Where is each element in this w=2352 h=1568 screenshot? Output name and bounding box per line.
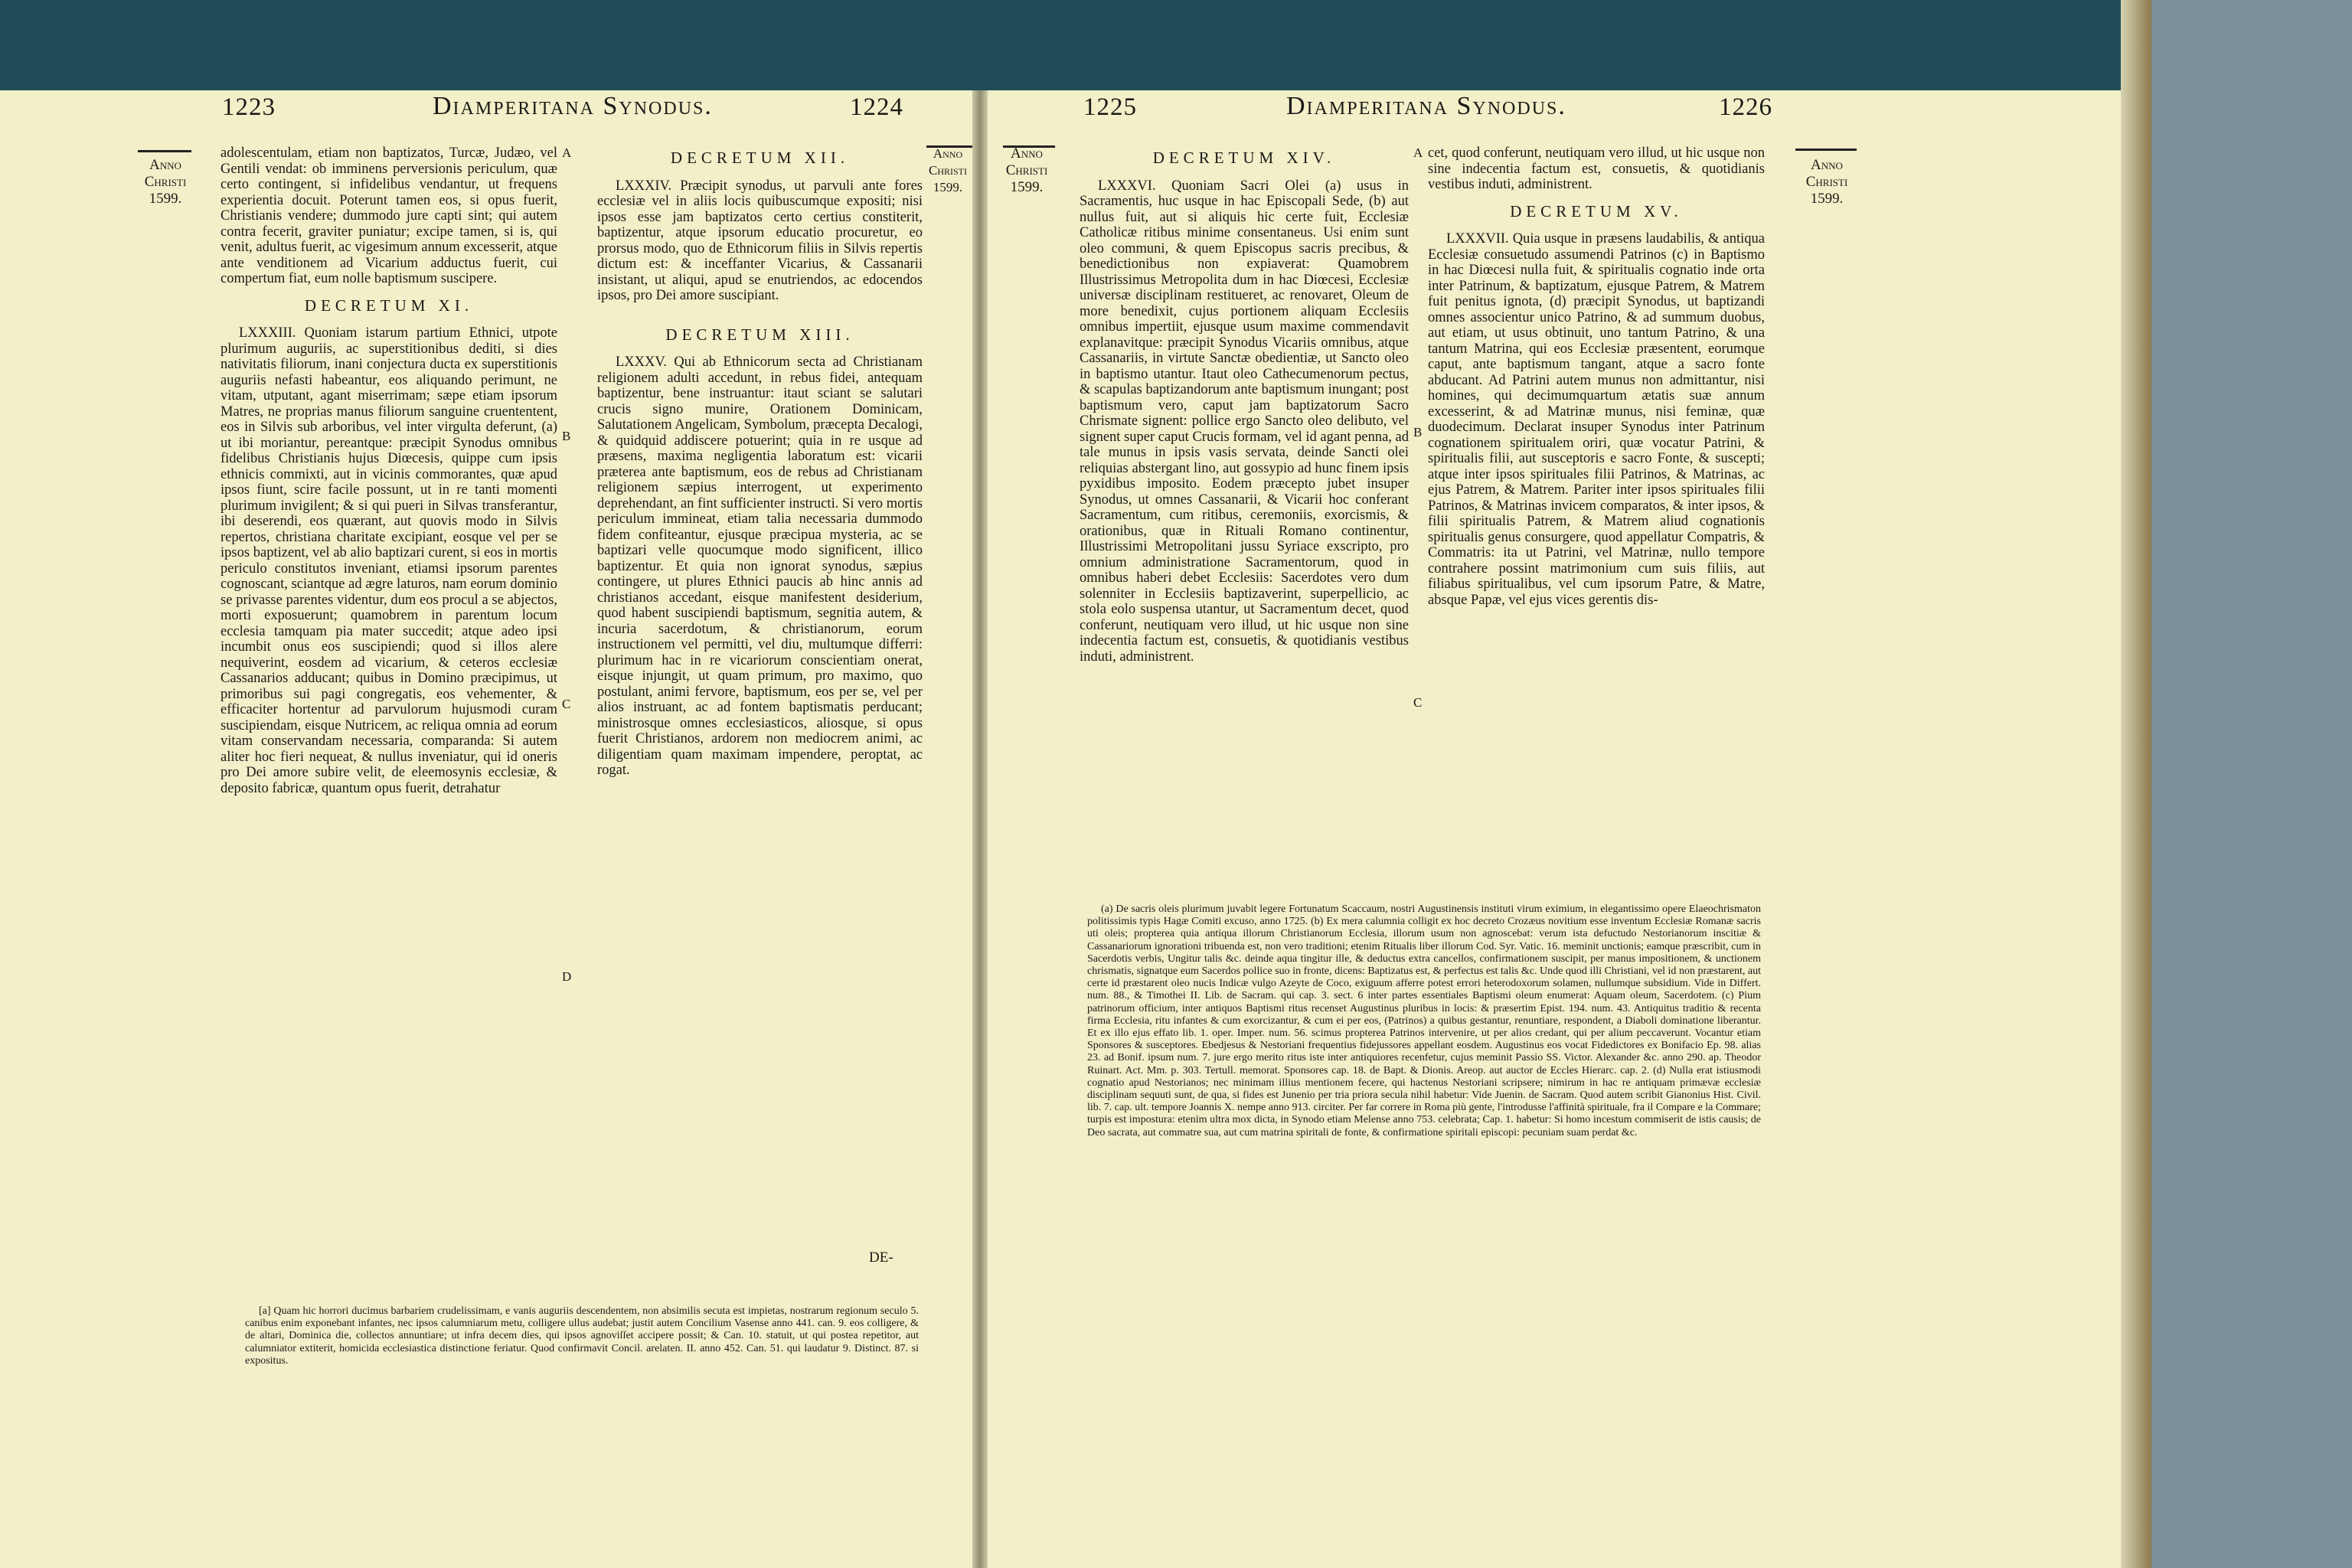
- right-page-number-2: 1226: [1719, 93, 1772, 121]
- decree-xv-heading: DECRETUM XV.: [1510, 201, 1683, 220]
- decree-xiii-heading: DECRETUM XIII.: [665, 325, 854, 344]
- decree-xii-heading: DECRETUM XII.: [670, 149, 850, 167]
- left-footnote: [245, 1305, 919, 1489]
- right-column-2: [1428, 145, 1765, 873]
- right-footnote-text: (a) De sacris oleis plurimum juvabit legere Fortunatum Scaccaum, nostri Augustinensis instituti virum eximium, in elegantissimo opere Elaeochrismaton politissimis typis Hagæ Comiti excuso, anno 1725. (b) Ex mera calumnia colligit ex hoc decreto Crozæus novitium esse inventum Ecclesiæ Romanæ sacris uti oleis; propterea quia antiqua illorum Christianorum Ecclesia, illorum usum non agnoscebat: verum ista defuctudo Nestorianorum inscitiæ & Cassanariorum ignorationi tribuenda est, non vero traditioni; etenim Ritualis liber illorum Cod. Syr. Vatic. 16. meminit unctionis; eamque præscribit, cum in Sacerdotis verbis, Ungitur talis &c. deinde aqua tingitur ille, & deductus extra cancellos, confirmationem suscipit, per manus impositionem, & unctionem chrismatis, signatque eum Sacerdos pollice suo in fronte, dicens: Baptizatus est, & perfectus est talis &c. Unde quod illi Christiani, vel id non præstarent, aut certe id præstarent oleo nucis Indicæ vulgo Azeyte de Coco, exiguum afferre potest errori heterodoxorum solamen, nullumque subsidium. Vide in Differt. num. 88., & Timothei II. Lib. de Sacram. qui cap. 3. sect. 6 inter partes essentiales Baptismi oleum enumerat: Aquam oleum, Sacerdotem. (c) Pium patrinorum officium, inter antiquos Baptismi ritus recenset Augustinus pluribus in locis: & præsertim Epist. 194. num. 43. Antiquitus traditio & recenta firma Ecclesia, ritu infantes & cum exorcizantur, & cum ei per eos, (Patrinos) a quibus gestantur, renuntiare, respondent, a Diaboli dominatione liberantur. Et ex illo ejus effato lib. 1. oper. Imper. num. 56. scimus propterea Patrinos intervenire, ut per alios credant, qui per alium peccaverunt. Vocantur etiam Sponsores & susceptores. Ebedjesus & Nestoriani frequentius fidejussores appellant eosdem. Augustinus eos vocat Fidedictores ex Bonifacio Ep. 98. alias 23. ad Bonif. ipsum num. 7. jure ergo merito ritus iste inter antiquiores recenfetur, cujus meminit Passio SS. Victor. Alexander &c. anno 290. ap. Theodor Ruinart. Act. Mm. p. 303. Tertull. memorat. Sponsores cap. 18. de Bapt. & Dionis. Areop. aut auctor de Eccles Hierarc. cap. 2. (d) Nulla erat istiusmodi cognatio apud Nestorianos; nec minimam illius mentionem fecere, qui hactenus Nestoriani scripsere; nimirum in hac re antiquam primævæ ecclesiæ disciplinam sequuti sunt, de qua, si fides est Junenio per tria priora secula nihil habetur: Vide Juenin. de Sacram. Quod autem scribit Gianonius Hist. Civil. lib. 7. cap. ult. tempore Joannis X. nempe anno 913. circiter. Per far correre in Roma più gente, l'introdusse l'affinità spirituale, fra il Compare e la Commare; turpis est impostura: etenim ultra mox dicta, in Synodo etiam Melense anno 753. celebrata; Cap. 1. habetur: Si homo incestum commiserit de istis causis; de Deo sacrata, aut commatre sua, aut cum matrina spiritali de fonte, & confirmatione spiritali episcopi: pecuniam suam perdat &c.: [1087, 903, 1761, 1138]
- right-inner-margin-note: Anno Christi 1599.: [1005, 145, 1048, 195]
- decree-xi-heading: DECRETUM XI.: [304, 296, 474, 315]
- catchword: DE-: [869, 1250, 893, 1266]
- left-col2-body2: LXXXV. Qui ab Ethnicorum secta ad Christianam religionem adulti accedunt, in rebus fidei, antequam baptizentur, bene instruantur: itaut sciant se salutari crucis signo munire, Orationem Dominicam, Salutationem Angelicam, Symbolum, præcepta Decalogi, & quidquid addiscere potuerint; quia in re usque ad præsens, maxima negligentia laboratum est: vicarii præterea ante baptismum, eos de rebus ad Christianam religionem sæpius interrogent, ut experimento deprehendant, an fint sufficienter instructi. Si vero mortis periculum immineat, etiam talia necessaria dummodo fidem confiteantur, ejusque præcipua mysteria, ac se baptizari velle quocumque modo significent, illico baptizentur. Et quia non ignorat synodus, sæpius contingere, ut plures Ethnici paucis ab hinc annis ad christianos accedant, eisque manifestent desiderium, quod habent suscipiendi baptismum, segnitia autem, & incuria sacerdotum, & christianorum, eorum instructionem vel permitti, vel diu, multumque differri: plurimum hac in re vicariorum conscientiam onerat, eisque injungit, ut quam primum, pro maximo, quo postulant, animi fervore, baptismum, eos per se, vel per alios instruant, ac ad fontem baptismatis perducant; ministrosque omnes ecclesiasticos, aliosque, si opus fuerit Christianos, ardorem non mediocrem animi, ac diligentiam quam maximam impendere, peroptat, ac rogat.: [597, 354, 923, 778]
- right-column-1: [1080, 150, 1409, 877]
- right-col1-body: LXXXVI. Quoniam Sacri Olei (a) usus in Sacramentis, huc usque in hac Episcopali Sede, (b) aut nullus fuit, aut si aliquis hic certe fuit, Ecclesiæ Catholicæ ritibus minime consentaneus. Usi enim sunt oleo communi, & quem Episcopus sacris precibus, & benedictionibus non expiaverat: Quamobrem Illustrissimus Metropolita dum in hac Diœcesi, Ecclesiæ universæ disciplinam restitueret, ac renovaret, Oleum de more benedixit, cujus portionem aliquam Ecclesiis omnibus impertiit, ejusque usum maxime commendavit explanavitque: præcipit Synodus Vicariis omnibus, atque Cassanariis, in virtute Sanctæ obedientiæ, ut Sancto oleo in baptismo utantur. Itaut oleo Cathecumenorum pectus, & scapulas baptizandorum ante baptismum inungant; post baptismum vero, caput jam baptizatorum Sacro Chrismate signent: pollice ergo Sancto oleo delibuto, vel signent super caput Crucis formam, vel id agant penna, ad tale munus in ipsis vasis servata, deinde Sancti olei reliquias abstergant lino, aut gossypio ad hunc finem ipsis pyxidibus imposito. Eodem præcepto jubet insuper Synodus, ut omnes Cassanarii, & Vicarii hoc conferant Sacramentum, cum ritibus, ceremoniis, exorcismis, & orationibus, quæ in Rituali Romano continentur, Illustrissimi Metropolitani jussu Syriace exscripto, pro omnium administratione Sacramentorum, quod in omnibus haberi debet Ecclesiis: Sacerdotes vero dum solenniter in Ecclesiis baptizaverint, superpellicio, ac stola eolo suspensa utantur, ut Sacramentum decet, quod conferunt, neutiquam vero illud, ut hic usque non sine indecentia factum est, consuetis, & quotidianis vestibus induti, administrent.: [1080, 178, 1409, 665]
- section-letter-c: C: [562, 697, 571, 711]
- right-section-letter-c: C: [1413, 695, 1423, 710]
- left-margin-rule: [138, 150, 191, 152]
- right-margin-rule: [1795, 149, 1857, 151]
- right-section-letter-a: A: [1413, 145, 1423, 160]
- left-page-title: Diamperitana Synodus.: [433, 92, 713, 120]
- decree-xiv-heading: DECRETUM XIV.: [1152, 149, 1336, 167]
- right-margin-note: Anno Christi 1599.: [1805, 157, 1848, 207]
- book-page-edges: [2121, 0, 2151, 1568]
- background-top: [0, 0, 2151, 90]
- section-letter-b: B: [562, 429, 571, 443]
- left-page-number-1: 1223: [222, 93, 276, 121]
- book-gutter: [972, 90, 988, 1568]
- left-inner-margin-note: Anno Christi 1599.: [928, 146, 967, 194]
- background-right: [2151, 0, 2352, 1568]
- left-col2-body1: LXXXIV. Præcipit synodus, ut parvuli ante fores ecclesiæ vel in aliis locis quibuscumque expositi; nisi ipsos esse jam baptizatos certo certius constiterit, baptizentur, atque ipsorum educatio procuretur, eo prorsus modo, quo de Ethnicorum filiis in Silvis repertis dictum est: & inceffanter Vicarius, & Cassanarii insistant, ut aliqui, apud se enutriendos, ac edocendos ipsos, pro Dei amore suscipiant.: [597, 178, 923, 303]
- right-col2-intro: cet, quod conferunt, neutiquam vero illud, ut hic usque non sine indecentia factum est, consuetis, & quotidianis vestibus induti, administrent.: [1428, 145, 1765, 192]
- right-section-letter-b: B: [1413, 425, 1423, 439]
- section-letter-a: A: [562, 145, 572, 160]
- right-page-number-1: 1225: [1083, 93, 1137, 121]
- right-col2-body: LXXXVII. Quia usque in præsens laudabilis, & antiqua Ecclesiæ consuetudo assumendi Patrinos (c) in Baptismo in hac Diœcesi nulla fuit, & spiritualis cognatio inde orta inter Patrinum, & baptizatum, ejusque Patrem, & Matrem fuit penitus ignota, (d) præcipit Synodus, ut baptizandi omnes associentur unico Patrino, & ad summum duobus, aut etiam, ut usus obtinuit, uno tantum Patrino, & una tantum Matrina, qui eos Ecclesiæ præsentent, eorumque caput, ante baptismum tangant, atque a sacro fonte abducant. Ad Patrini autem munus non admittantur, nisi homines, qui decimumquartum ætatis suæ annum excesserint, & ad Matrinæ munus, nisi feminæ, quæ duodecimum. Declarat insuper Synodus inter Patrinum cognationem spiritualem oriri, quæ vocatur Patrini, & spiritualis filii, aut susceptoris e sacro Fonte, & suscepti; atque inter ipsos spirituales filii Patrinos, & Matrinas, ac ejus Patrem, & Matrem. Pariter inter ipsos spirituales filii Patrinos, & Matrinas invicem comparatos, & inter ipsos, & filii spiritualis Patrem, & Matrem aliud cognationis spiritualis genus consurgere, quod appellatur Compatris, & Commatris: ita ut Patrini, vel Matrinæ, nullo tempore contrahere possint matrimonium cum suis filiis, aut filiabus spiritualibus, vel cum ipsorum Patre, & Matre, absque Papæ, vel ejus vices gerentis dis-: [1428, 231, 1765, 608]
- left-column-2: [597, 150, 923, 1107]
- left-col1-intro: adolescentulam, etiam non baptizatos, Turcæ, Judæo, vel Gentili vendat: ob imminens perversionis periculum, quæ certo contingent, si infidelibus vendantur, ut frequens experientia docuit. Poterunt tamen eos, si opus fuerit, Christianis vendere; dummodo jure capti sint; qui autem contra fecerit, graviter puniatur; excipe tamen, si is, qui venit, adultus fuerit, ac vigesimum annum excesserit, atque ante venditionem ad Vicarium adductus fuerit, cui compertum fiat, eum nolle baptismum suscipere.: [220, 145, 557, 286]
- left-col1-body: LXXXIII. Quoniam istarum partium Ethnici, utpote plurimum auguriis, ac superstitionibus dediti, si dies nativitatis filiorum, inani conjectura ducta ex superstitionis auguriis nefasti habeantur, eos aliquando perimunt, ne vitam, utputant, agant miserrimam; sæpe etiam ipsorum Matres, ne proprias manus filiorum sanguine cruententent, eos in Silvis sub arboribus, vel inter virgulta deferunt, (a) ut ibi moriantur, pereantque: præcipit Synodus omnibus fidelibus Christianis hujus Diœcesis, quippe cum ipsis ethnicis commixti, aut in vicinis commorantes, quæ apud ipsos fiunt, scire facile possunt, ut in re tanti momenti plurimum invigilent; & si qui pueri in Silvas transferantur, ibi deserendi, eos quærant, aut quovis modo in Silvis repertos, christiana charitate excipiant, eosque vel per se ipsos baptizent, vel ab alio baptizari curent, si eos in mortis periculo constitutos inveniant, etiamsi ipsorum parentes cognoscant, sciantque ad ægre laturos, nam eorum dominio se privasse parentes videntur, dum eos procul a se abjectos, morti exposuerunt; quamobrem in parentum locum ecclesia tamquam pia mater succedit; atque adeo ipsi incumbit onus eos suscipiendi; quod si illos alere nequiverint, eosdem ad vicarium, & ceteros ecclesiæ Cassanarios adducant; quibus in Domino præcipimus, ut primoribus sui pagi congregatis, eos vehementer, & efficaciter hortentur ad parvulorum hujusmodi curam suscipiendam, eisque Nutricem, ac reliqua omnia ad eorum vitam conservandam necessaria, comparanda: Si autem aliter hoc fieri nequeat, & nullus inveniatur, qui id oneris pro Dei amore subire velit, de eleemosynis ecclesiæ, & deposito fabricæ, quantum opus fuerit, detrahatur: [220, 325, 557, 796]
- left-column-1: [220, 145, 557, 1317]
- left-footnote-text: [a] Quam hic horrori ducimus barbariem crudelissimam, e vanis auguriis descendentem, non absimilis secuta est impietas, nostrarum regionum seculo 5. canibus enim exponebant infantes, nec ipsos calumniarum metu, colligere ullus audebat; justit autem Concilium Vasense anno 441. can. 9. eos colligere, & de altari, Dominica die, collectos annuntiare; ut infra decem dies, qui ipsos agnoviſſet accipere possit; & Can. 10. statuit, ut qui postea repetitor, aut calumniator extiterit, homicida ecclesiastica distinctione feriatur. Quod confirmavit Concil. arelaten. II. anno 452. Can. 51. qui laudatur 9. Distinct. 87. si expositus.: [245, 1305, 919, 1367]
- right-page-title: Diamperitana Synodus.: [1286, 92, 1566, 120]
- section-letter-d: D: [562, 969, 572, 984]
- left-margin-note: Anno Christi 1599.: [144, 157, 187, 207]
- left-page-number-2: 1224: [850, 93, 903, 121]
- right-footnote: [1087, 903, 1761, 1424]
